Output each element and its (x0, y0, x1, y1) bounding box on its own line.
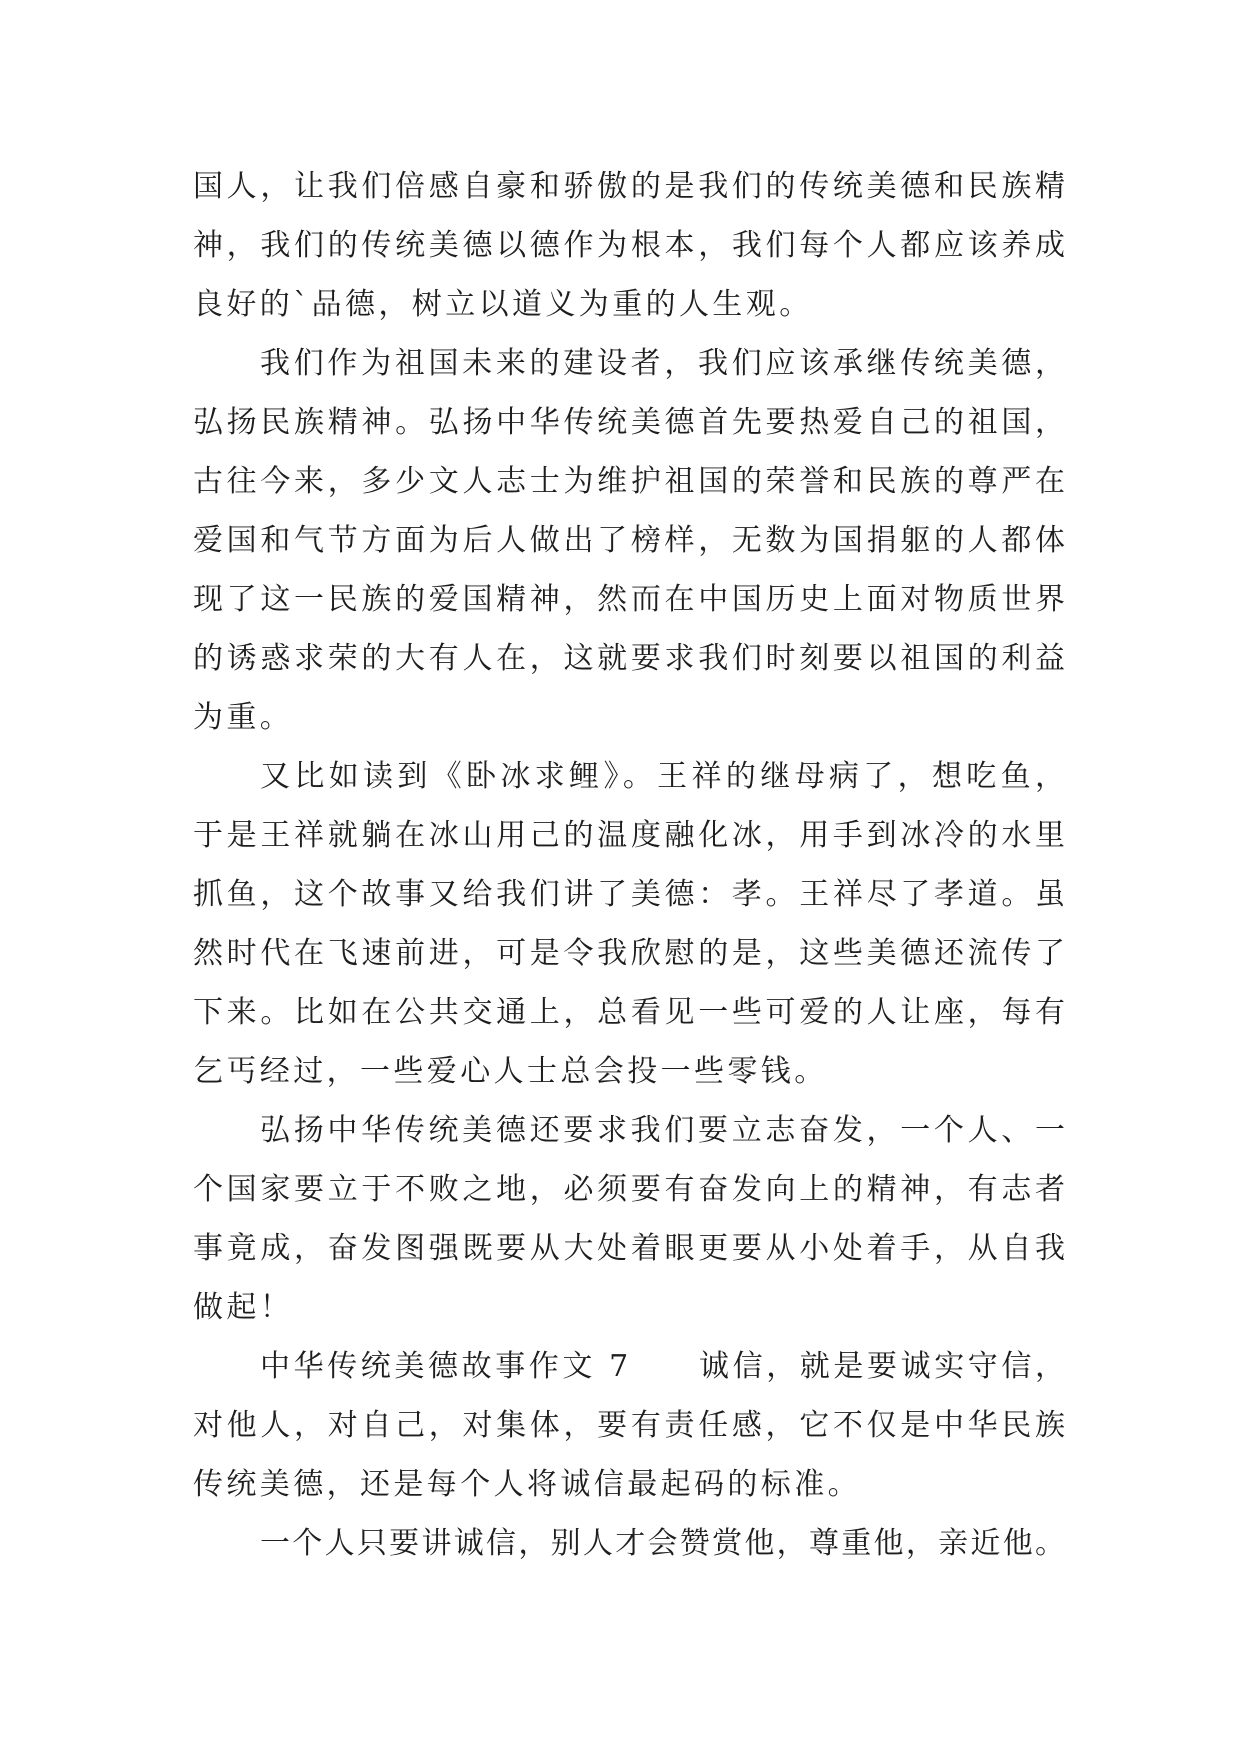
text-line: 弘扬民族精神。弘扬中华传统美德首先要热爱自己的祖国， (193, 405, 1065, 440)
text-line: 于是王祥就躺在冰山用己的温度融化冰，用手到冰冷的水里 (193, 818, 1065, 853)
text-line: 事竟成，奋发图强既要从大处着眼更要从小处着手，从自我 (193, 1231, 1065, 1266)
text-line: 中华传统美德故事作文 7 诚信，就是要诚实守信， (260, 1349, 1065, 1384)
text-line: 传统美德，还是每个人将诚信最起码的标准。 (193, 1467, 861, 1502)
text-line: 对他人，对自己，对集体，要有责任感，它不仅是中华民族 (193, 1408, 1065, 1443)
text-line: 古往今来，多少文人志士为维护祖国的荣誉和民族的尊严在 (193, 464, 1065, 499)
text-line: 然时代在飞速前进，可是令我欣慰的是，这些美德还流传了 (193, 936, 1065, 971)
text-line: 做起！ (193, 1290, 294, 1325)
text-line: 国人，让我们倍感自豪和骄傲的是我们的传统美德和民族精 (193, 169, 1065, 204)
paragraph (193, 334, 1065, 747)
text-line: 神，我们的传统美德以德作为根本，我们每个人都应该养成 (193, 228, 1065, 263)
text-line: 我们作为祖国未来的建设者，我们应该承继传统美德， (260, 346, 1065, 381)
paragraph (193, 1514, 1065, 1573)
text-line: 现了这一民族的爱国精神，然而在中国历史上面对物质世界 (193, 582, 1065, 617)
paragraph (193, 1101, 1065, 1337)
text-line: 弘扬中华传统美德还要求我们要立志奋发，一个人、一 (260, 1113, 1065, 1148)
text-line: 下来。比如在公共交通上，总看见一些可爱的人让座，每有 (193, 995, 1065, 1030)
text-line: 个国家要立于不败之地，必须要有奋发向上的精神，有志者 (193, 1172, 1065, 1207)
paragraph (193, 747, 1065, 1101)
text-line: 为重。 (193, 700, 294, 735)
document-body (193, 157, 1065, 1573)
text-line: 的诱惑求荣的大有人在，这就要求我们时刻要以祖国的利益 (193, 641, 1065, 676)
text-line: 一个人只要讲诚信，别人才会赞赏他，尊重他，亲近他。 (260, 1526, 1065, 1561)
text-line: 乞丐经过，一些爱心人士总会投一些零钱。 (193, 1054, 828, 1089)
paragraph (193, 1337, 1065, 1514)
text-line: 良好的`品德，树立以道义为重的人生观。 (193, 287, 813, 322)
text-line: 爱国和气节方面为后人做出了榜样，无数为国捐躯的人都体 (193, 523, 1065, 558)
paragraph (193, 157, 1065, 334)
text-line: 又比如读到《卧冰求鲤》。王祥的继母病了，想吃鱼， (260, 759, 1065, 794)
text-line: 抓鱼，这个故事又给我们讲了美德：孝。王祥尽了孝道。虽 (193, 877, 1065, 912)
